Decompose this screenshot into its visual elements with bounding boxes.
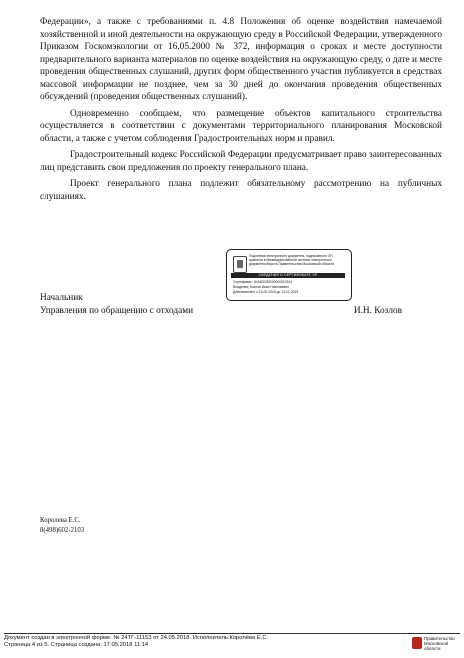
stamp-certificate: Сертификат: 1KA6DC83000000012914 (233, 280, 292, 284)
footer-line1: Документ создан в электронной форме. № 24ТГ-11153 от 24.05.2018. Исполнитель:Королёва Е.С. (4, 635, 269, 641)
stamp-note: Подлинник электронного документа, подписанного ЭП, хранится в Межведомственной системе электронного документооборота Правительства Московской области (249, 254, 334, 267)
paragraph-ovos-requirements: Федерации», а также с требованиями п. 4.8 Положения об оценке воздействия намечаемой хозяйственной и иной деятельности на окружающую среду в Российской Федерации, утвержденного Приказом Госкомэкологии от 16.05.2000 № 372, информация о сроках и месте доступности предварительного варианта материалов по оценке воздействия на окружающую среду, о дате и месте проведения общественных слушаний, других форм общественного участия публикуется в средствах массовой информации не позднее, чем за 30 дней до окончания проведения общественных обсуждений (проведения общественных слушаний). (40, 17, 442, 102)
logo-line2: Московской области (424, 641, 449, 652)
document-footer (4, 635, 268, 649)
logo-line1: Правительство (424, 636, 455, 641)
footer-line2: Страница 4 из 5. Страница создана: 17.05.2018 11:14 (4, 642, 149, 648)
paragraph-public-hearings: Проект генерального плана подлежит обязательному рассмотрению на публичных слушаниях. (40, 179, 442, 202)
government-logo-text (424, 636, 464, 652)
signature-block (40, 292, 442, 317)
paragraph-capital-construction: Одновременно сообщаем, что размещение объектов капитального строительства осуществляется в соответствии с документами территориального планирования Московской области, а также с учетом соблюдения Градостроительных норм и правил. (40, 108, 442, 144)
paragraph-urban-planning-code: Градостроительный кодекс Российской Федерации предусматривает право заинтересованных лиц представить свои предложения по проекту генерального плана. (40, 150, 442, 173)
executor-phone: 8(498)602-2103 (40, 527, 85, 534)
executor-name: Королева Е.С. (40, 517, 81, 524)
executor-info (40, 516, 84, 536)
footer-divider (4, 633, 460, 634)
signer-title-line1: Начальник (40, 293, 83, 303)
government-logo-icon (412, 637, 422, 649)
signer-name: И.Н. Козлов (353, 305, 402, 316)
stamp-validity: Действителен: с 13-02-2018 до 13-02-2019 (233, 290, 299, 294)
stamp-owner: Владелец: Козлов Иван Николаевич (233, 285, 289, 289)
letter-body (40, 16, 442, 207)
signer-title-line2: Управления по обращению с отходами (40, 305, 194, 316)
stamp-header: СВЕДЕНИЯ О СЕРТИФИКАТЕ ЭП (231, 273, 345, 278)
coat-of-arms-icon (233, 256, 247, 273)
